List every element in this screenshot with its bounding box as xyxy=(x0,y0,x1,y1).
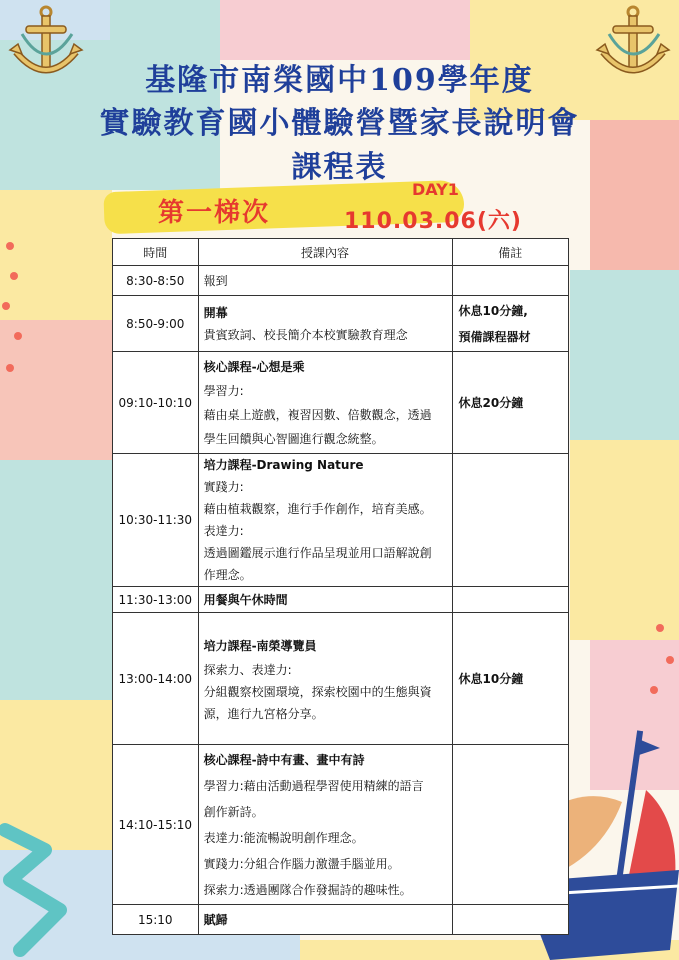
course-title: 培力課程-Drawing Nature xyxy=(203,458,364,472)
content-line: 源，進行九宮格分享。 xyxy=(203,706,324,721)
row-note xyxy=(452,454,568,587)
bg-block-teal-left xyxy=(0,460,112,700)
row-time: 10:30-11:30 xyxy=(113,454,199,587)
schedule-table xyxy=(112,238,569,935)
batch-label: 第一梯次 xyxy=(158,198,271,228)
row-content xyxy=(198,587,452,613)
row-time: 13:00-14:00 xyxy=(113,613,199,745)
header-time: 時間 xyxy=(113,239,199,266)
course-title: 開幕 xyxy=(203,305,228,320)
row-note xyxy=(452,745,568,905)
scribble-decoration xyxy=(0,820,90,960)
row-note xyxy=(452,587,568,613)
course-title: 用餐與午休時間 xyxy=(203,592,288,607)
table-row xyxy=(113,745,569,905)
content-line: 實踐力:分組合作腦力激盪手腦並用。 xyxy=(203,856,400,871)
content-line: 學生回饋與心智圖進行觀念統整。 xyxy=(203,431,384,446)
content-line: 學習力:藉由活動過程學習使用精練的語言 xyxy=(203,778,424,793)
row-time: 8:30-8:50 xyxy=(113,266,199,296)
note-line: 休息20分鐘 xyxy=(458,395,524,410)
row-time: 09:10-10:10 xyxy=(113,352,199,454)
course-title: 核心課程-詩中有畫、畫中有詩 xyxy=(203,752,365,767)
content-line: 貴賓致詞、校長簡介本校實驗教育理念 xyxy=(203,327,408,342)
bg-block-yellow-right xyxy=(570,440,679,640)
confetti-dots xyxy=(0,240,30,380)
row-time: 8:50-9:00 xyxy=(113,296,199,352)
row-note xyxy=(452,613,568,745)
table-header-row xyxy=(113,239,569,266)
bg-block-teal-right xyxy=(570,270,679,440)
table-row xyxy=(113,454,569,587)
table-row xyxy=(113,352,569,454)
row-time: 14:10-15:10 xyxy=(113,745,199,905)
row-note xyxy=(452,266,568,296)
row-content xyxy=(198,613,452,745)
header-content: 授課內容 xyxy=(198,239,452,266)
content-line: 表達力: xyxy=(203,524,244,538)
content-line: 探索力:透過團隊合作發掘詩的趣味性。 xyxy=(203,882,412,897)
content-line: 報到 xyxy=(203,273,228,288)
note-line: 休息10分鐘 xyxy=(458,671,524,686)
table-row xyxy=(113,587,569,613)
row-note xyxy=(452,352,568,454)
content-line: 藉由桌上遊戲，複習因數、倍數觀念，透過 xyxy=(203,407,432,422)
table-row xyxy=(113,613,569,745)
content-line: 探索力、表達力: xyxy=(203,662,292,677)
course-title: 核心課程-心想是乘 xyxy=(203,359,305,374)
confetti-dots-right xyxy=(640,620,679,700)
table-row xyxy=(113,266,569,296)
header-note: 備註 xyxy=(452,239,568,266)
course-title: 賦歸 xyxy=(203,912,228,927)
row-note xyxy=(452,905,568,935)
title-line-2: 實驗教育國小體驗營暨家長說明會 xyxy=(99,106,580,141)
row-content xyxy=(198,296,452,352)
row-content xyxy=(198,352,452,454)
date-label: 110.03.06(六) xyxy=(344,209,522,234)
day-label: DAY1 xyxy=(412,180,459,199)
bg-block-pink-top xyxy=(220,0,470,60)
row-content xyxy=(198,905,452,935)
row-content xyxy=(198,454,452,587)
row-note xyxy=(452,296,568,352)
note-line: 休息10分鐘, xyxy=(458,303,528,318)
row-time: 15:10 xyxy=(113,905,199,935)
title-line-3: 課程表 xyxy=(291,150,388,185)
content-line: 實踐力: xyxy=(203,480,244,494)
course-title: 培力課程-南榮導覽員 xyxy=(203,638,317,653)
content-line: 分組觀察校園環境，探索校園中的生態與資 xyxy=(203,684,432,699)
content-line: 學習力: xyxy=(203,383,244,398)
content-line: 透過圖鑑展示進行作品呈現並用口語解說創 xyxy=(203,546,432,560)
content-line: 創作新詩。 xyxy=(203,804,264,819)
content-line: 表達力:能流暢說明創作理念。 xyxy=(203,830,364,845)
content-line: 藉由植栽觀察，進行手作創作，培育美感。 xyxy=(203,502,432,516)
table-row xyxy=(113,905,569,935)
content-line: 作理念。 xyxy=(203,568,252,582)
table-row xyxy=(113,296,569,352)
row-content xyxy=(198,745,452,905)
row-content xyxy=(198,266,452,296)
row-time: 11:30-13:00 xyxy=(113,587,199,613)
note-line: 預備課程器材 xyxy=(458,329,531,344)
title-line-1: 基隆市南榮國中109學年度 xyxy=(145,63,534,98)
